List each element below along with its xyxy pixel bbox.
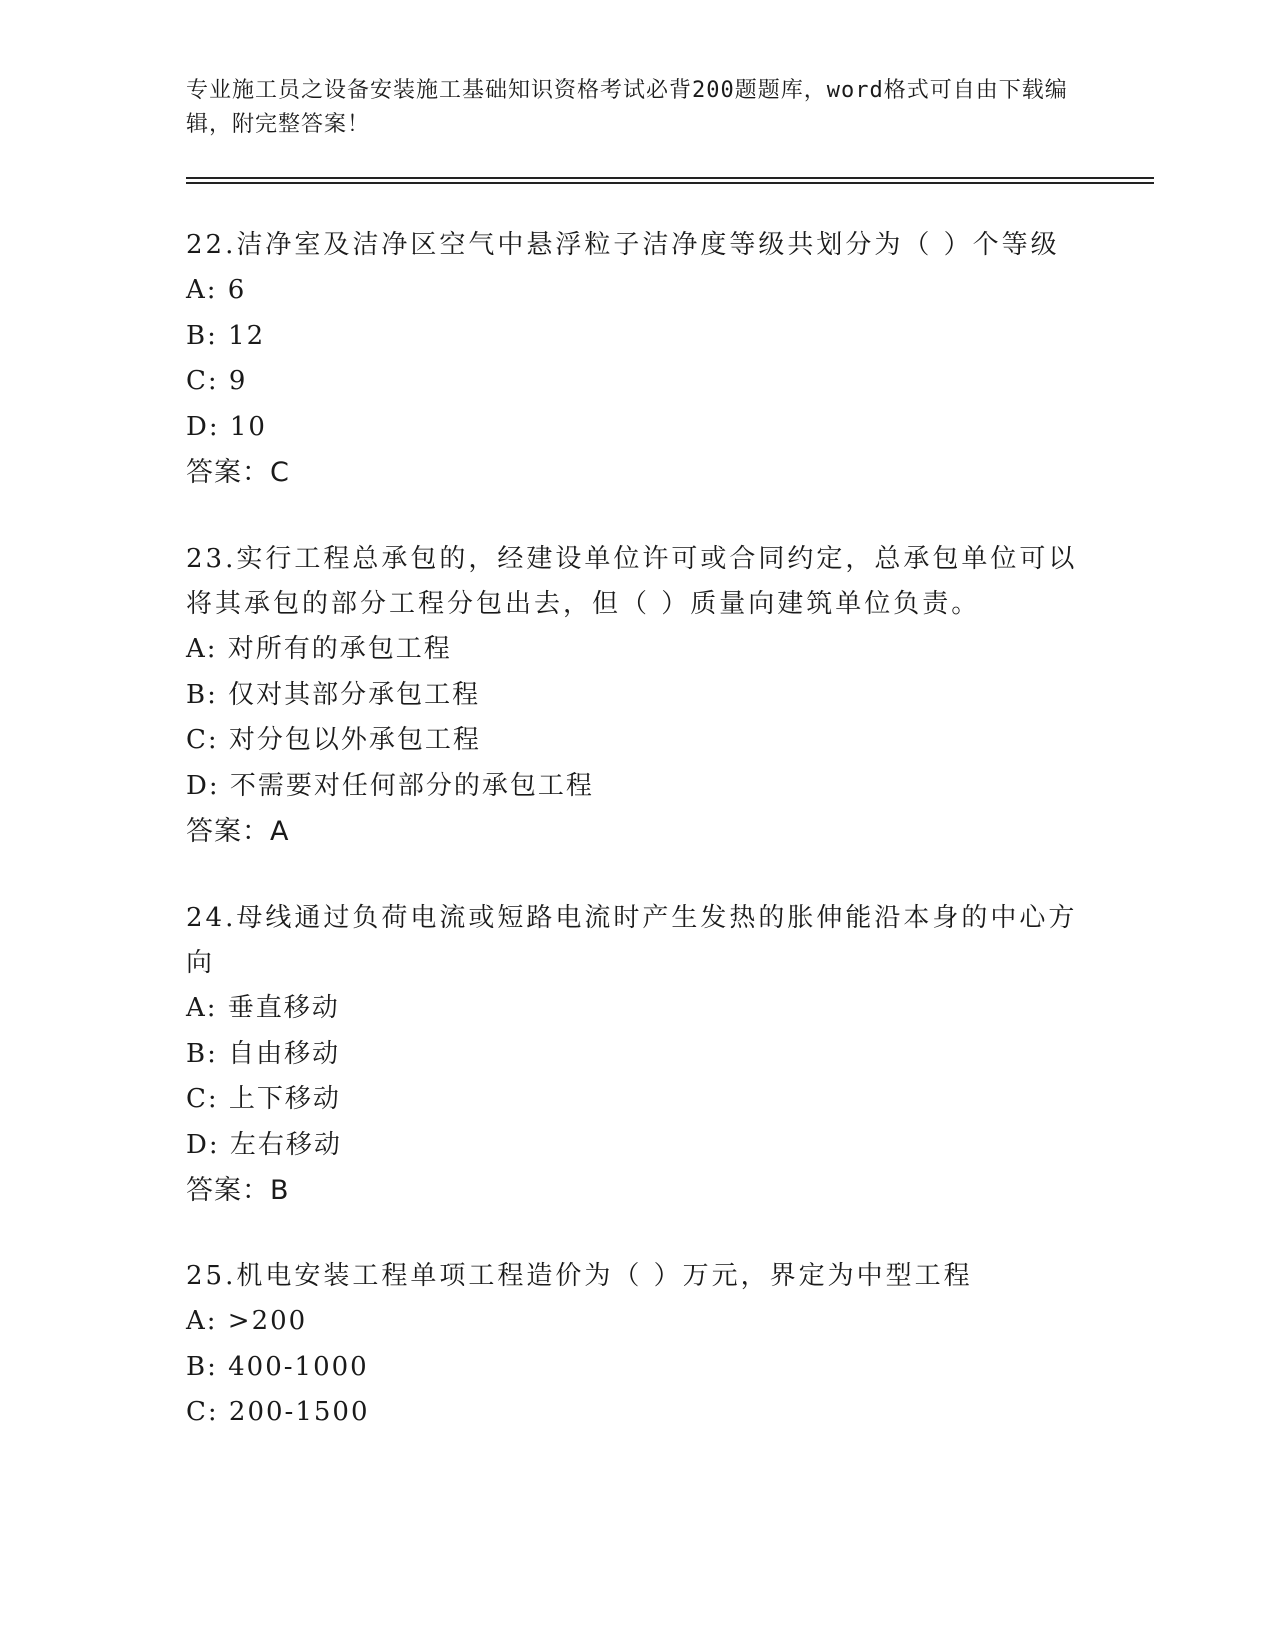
- option-b: B: 自由移动: [186, 1038, 341, 1069]
- answer-label: 答案：: [186, 457, 270, 488]
- option-c: C: 9: [186, 366, 248, 396]
- option-b: B: 仅对其部分承包工程: [186, 679, 481, 710]
- answer-line: [186, 1168, 1086, 1214]
- option-d: D: 左右移动: [186, 1129, 342, 1160]
- option-a: A: 6: [186, 275, 247, 305]
- answer-label: 答案：: [186, 1175, 270, 1206]
- question-22: [186, 223, 1086, 496]
- answer-value: B: [270, 1175, 290, 1206]
- answer-value: A: [270, 816, 290, 847]
- header-divider-top: [186, 177, 1154, 179]
- option-a: A: 垂直移动: [186, 993, 340, 1023]
- option-c: C: 对分包以外承包工程: [186, 725, 481, 755]
- option-b: B: 12: [186, 320, 266, 351]
- option-a: A: >200: [186, 1306, 308, 1336]
- option-d: D: 不需要对任何部分的承包工程: [186, 770, 594, 801]
- option-d: D: 10: [186, 411, 267, 442]
- question-23: [186, 537, 1086, 855]
- answer-value: C: [270, 457, 290, 488]
- option-a: A: 对所有的承包工程: [186, 634, 452, 664]
- question-25: [186, 1254, 1086, 1436]
- document-header: [186, 74, 1086, 142]
- question-stem: 25.机电安装工程单项工程造价为（ ）万元，界定为中型工程: [186, 1261, 973, 1291]
- option-b: B: 400-1000: [186, 1351, 369, 1382]
- answer-label: 答案：: [186, 816, 270, 847]
- header-divider-bottom: [186, 182, 1154, 184]
- question-stem: 23.实行工程总承包的，经建设单位许可或合同约定，总承包单位可以将其承包的部分工程分包出去，但（ ）质量向建筑单位负责。: [186, 544, 1078, 619]
- document-title: 专业施工员之设备安装施工基础知识资格考试必背200题题库，word格式可自由下载编辑，附完整答案！: [186, 78, 1068, 137]
- question-24: [186, 896, 1086, 1214]
- answer-line: [186, 809, 1086, 855]
- question-stem: 22.洁净室及洁净区空气中悬浮粒子洁净度等级共划分为（ ）个等级: [186, 230, 1060, 260]
- question-stem: 24.母线通过负荷电流或短路电流时产生发热的胀伸能沿本身的中心方向: [186, 903, 1078, 978]
- option-c: C: 200-1500: [186, 1397, 370, 1427]
- option-c: C: 上下移动: [186, 1084, 341, 1114]
- answer-line: [186, 450, 1086, 496]
